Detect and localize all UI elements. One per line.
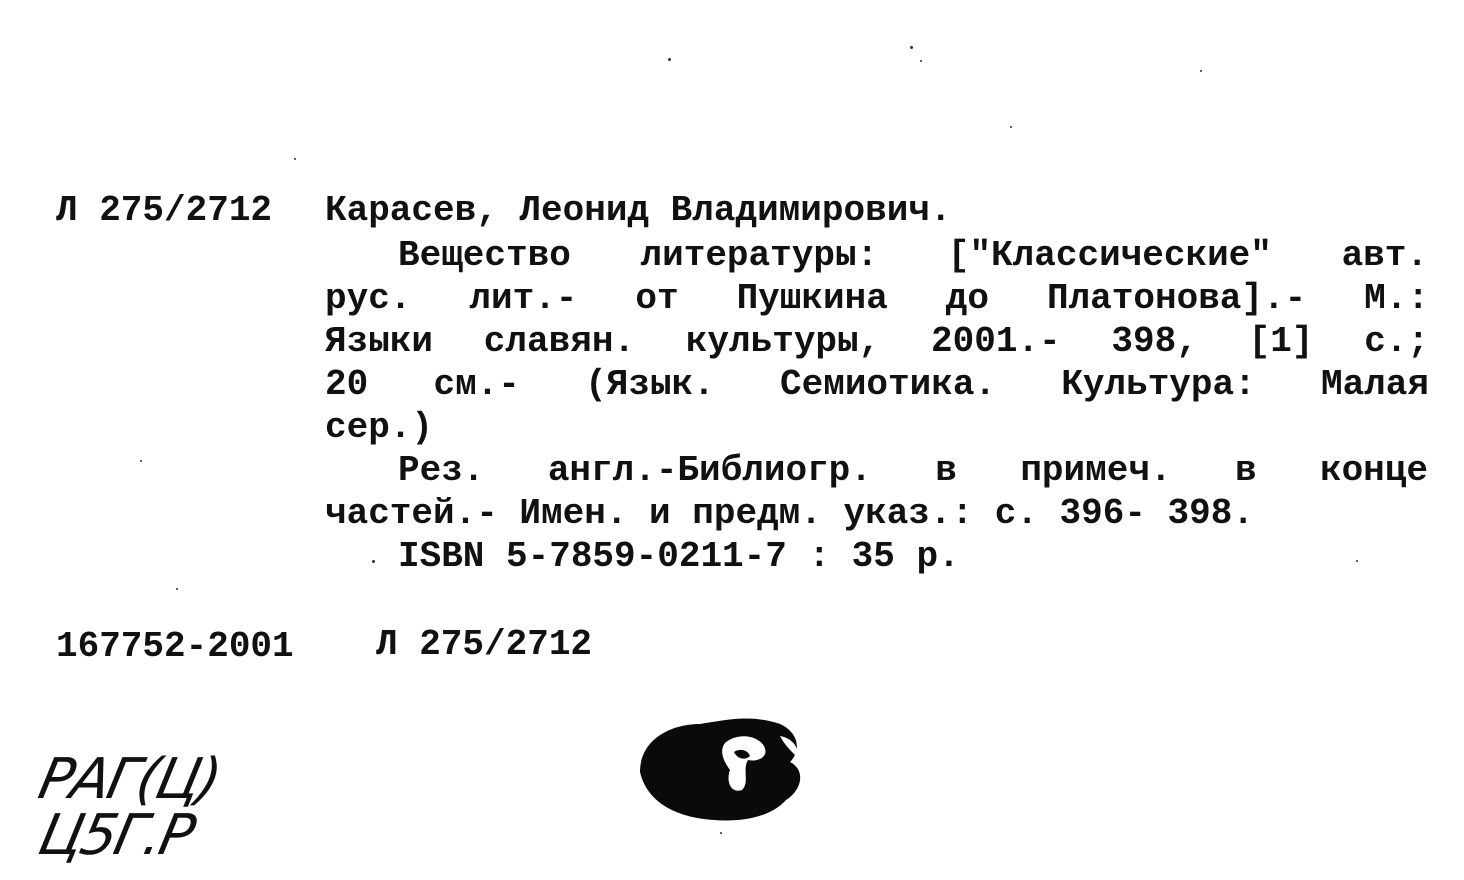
title-line-3: Языки славян. культуры, 2001.- 398, [1] с.;	[325, 321, 1429, 362]
scan-speck	[140, 460, 142, 462]
title-line-4: 20 см.- (Язык. Семиотика. Культура: Малая	[325, 364, 1429, 405]
author-heading: Карасев, Леонид Владимирович.	[325, 190, 952, 231]
scan-speck	[1010, 126, 1012, 128]
handwritten-shelfmark-2: Ц5Г.Р	[33, 803, 199, 868]
note-line-2: частей.- Имен. и предм. указ.: с. 396- 398.	[325, 493, 1254, 534]
scan-speck	[294, 158, 296, 160]
handwritten-shelfmark-1: РАГ(Ц)	[33, 747, 226, 812]
scan-speck	[668, 58, 671, 61]
scan-speck	[176, 588, 178, 590]
note-line-1: Рез. англ.-Библиогр. в примеч. в конце	[398, 450, 1428, 491]
title-line-5: сер.)	[325, 407, 434, 448]
scan-speck	[720, 832, 722, 834]
inventory-number: 167752-2001	[56, 626, 294, 667]
scan-speck	[372, 560, 375, 563]
inventory-call-number: Л 275/2712	[376, 624, 593, 665]
scan-speck	[910, 46, 913, 49]
isbn-line: ISBN 5-7859-0211-7 : 35 р.	[398, 536, 960, 577]
scan-speck	[920, 60, 922, 62]
title-line-2: рус. лит.- от Пушкина до Платонова].- М.:	[325, 278, 1429, 319]
call-number: Л 275/2712	[56, 190, 273, 231]
title-line-1: Вещество литературы: ["Классические" авт.	[398, 235, 1428, 276]
scan-speck	[1356, 560, 1358, 562]
scan-speck	[1200, 70, 1202, 72]
library-stamp-icon	[630, 710, 810, 830]
